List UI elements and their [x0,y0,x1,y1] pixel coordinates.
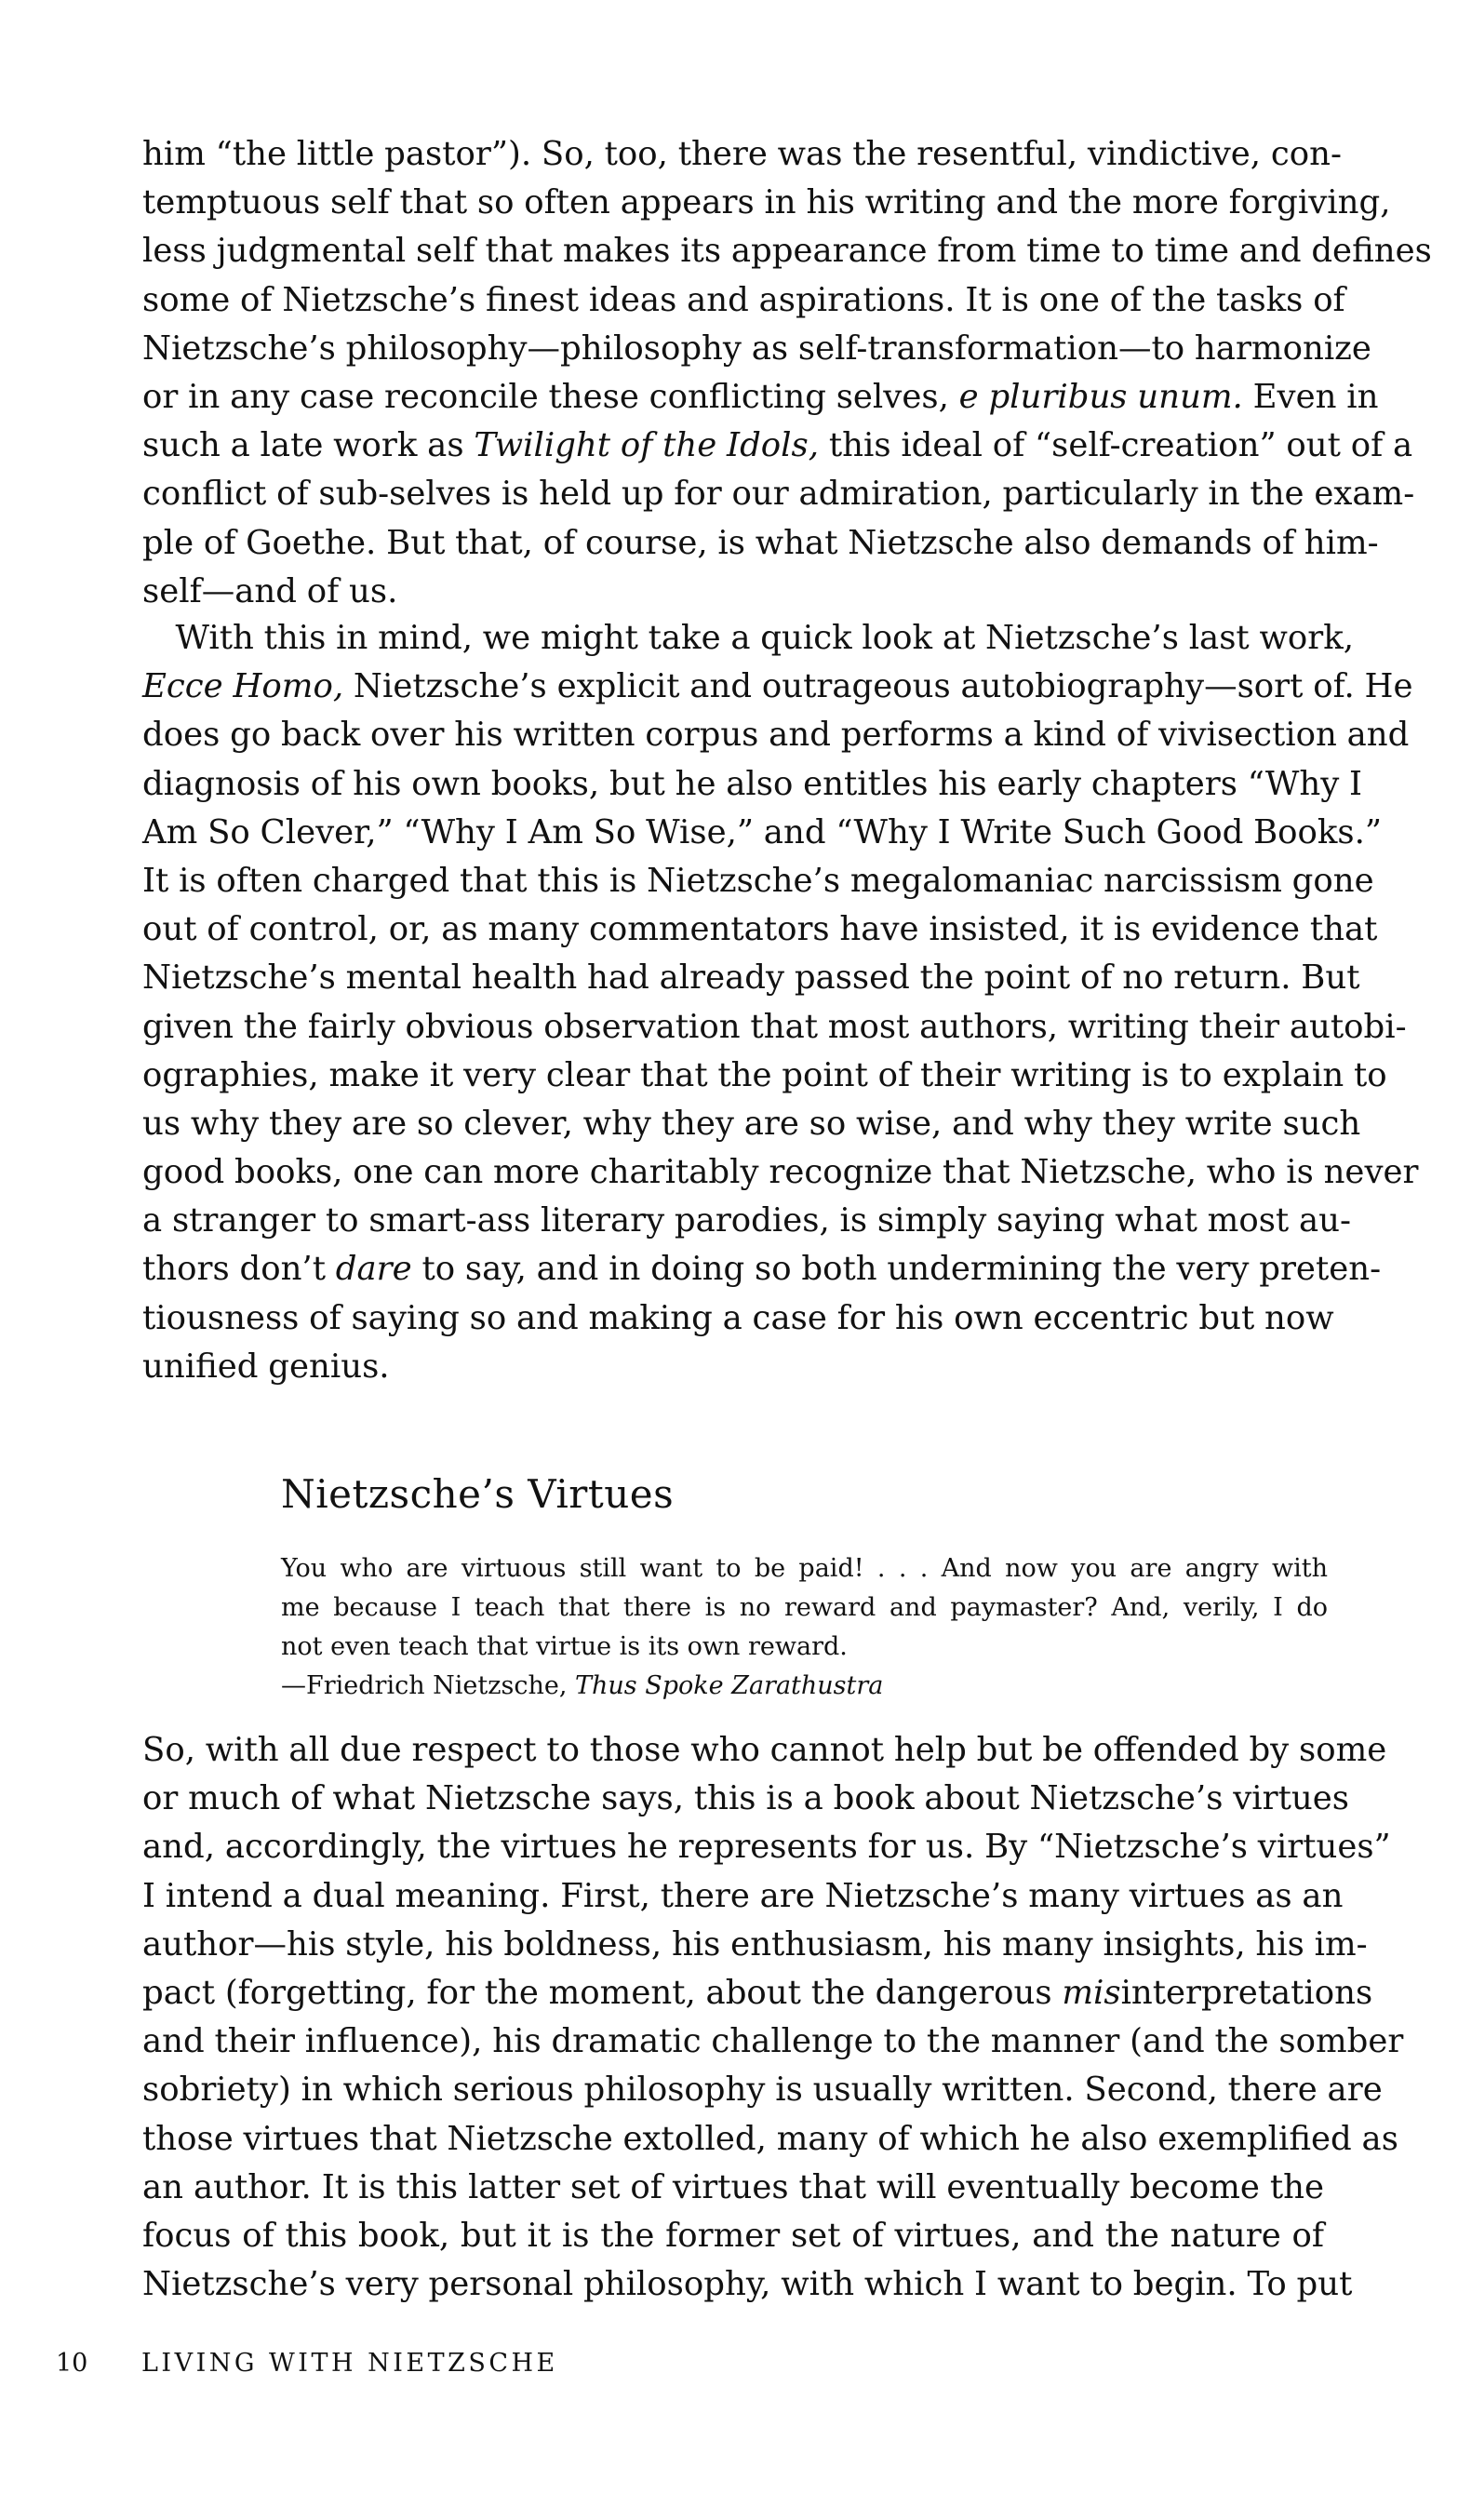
text-segment: out of control, or, as many commentators have insisted, it is evidence that [142,910,1378,949]
text-segment: ple of Goethe. But that, of course, is what Nietzsche also demands of him- [142,523,1379,562]
text-line [142,373,1379,422]
text-segment: tiousness of saying so and making a case for his own eccentric but now [142,1298,1334,1337]
text-line [142,2164,1324,2212]
text-line [142,227,1432,275]
text-segment: It is often charged that this is Nietzsche’s megalomaniac narcissism gone [142,861,1374,900]
paragraph-1 [142,130,1432,616]
text-line [142,905,1378,954]
text-line [142,422,1413,470]
text-segment: to say, and in doing so both undermining the very preten- [411,1250,1382,1289]
epigraph-quote [281,1549,1328,1667]
text-line [142,954,1360,1002]
italic-text: dare [335,1250,412,1289]
text-line [142,276,1345,325]
epigraph-line [281,1549,1328,1588]
text-segment: an author. It is this latter set of virtues that will eventually become the [142,2167,1324,2206]
text-segment: not even teach that virtue is its own reward. [281,1632,848,1661]
text-line [142,2260,1353,2309]
italic-text: Ecce Homo, [142,667,344,706]
epigraph-attribution: —Friedrich Nietzsche, Thus Spoke Zarathustra [281,1671,884,1700]
text-line [142,1726,1387,1775]
text-line [142,568,1324,616]
text-segment: a stranger to smart-ass literary parodies, is simply saying what most au- [142,1201,1352,1240]
section-heading: Nietzsche’s Virtues [281,1471,675,1517]
text-segment: self—and of us. [142,571,398,610]
text-line [142,325,1371,373]
epigraph-line [281,1588,1328,1628]
text-line [142,2115,1398,2164]
text-segment: sobriety) in which serious philosophy is usually written. Second, there are [142,2071,1383,2110]
text-segment: thors don’t [142,1250,336,1289]
italic-text: mis [1062,1973,1121,2012]
text-segment: focus of this book, but it is the former set of virtues, and the nature of [142,2216,1324,2255]
text-segment: or in any case reconcile these conflicting selves, [142,377,959,416]
text-segment: or much of what Nietzsche says, this is a book about Nietzsche’s virtues [142,1779,1349,1818]
text-segment: Nietzsche’s philosophy—philosophy as self-transformation—to harmonize [142,328,1371,368]
text-segment: So, with all due respect to those who cannot help but be offended by some [142,1731,1387,1769]
text-segment: and their influence), his dramatic challenge to the manner (and the somber [142,2022,1404,2061]
text-line [142,2212,1324,2260]
text-segment: temptuous self that so often appears in his writing and the more forgiving, [142,183,1391,222]
text-line [142,470,1415,518]
text-line [142,1003,1407,1052]
page-footer [56,2347,558,2380]
text-segment: unified genius. [142,1347,390,1386]
text-line [142,2066,1383,2114]
text-line [142,130,1342,179]
text-segment: diagnosis of his own books, but he also entitles his early chapters “Why I [142,764,1363,803]
text-line [142,1969,1373,2017]
text-line [142,1872,1344,1921]
text-segment: ographies, make it very clear that the point of their writing is to explain to [142,1055,1387,1094]
text-segment: such a late work as [142,426,475,465]
text-line [142,1294,1334,1343]
text-segment: some of Nietzsche’s finest ideas and aspirations. It is one of the tasks of [142,280,1345,319]
text-segment: and, accordingly, the virtues he represents for us. By “Nietzsche’s virtues” [142,1828,1391,1867]
text-line [142,1343,1324,1391]
text-segment: Nietzsche’s explicit and outrageous autobiography—sort of. He [343,667,1413,706]
text-line [142,2017,1404,2066]
text-line [142,711,1410,759]
text-line [142,1052,1387,1100]
text-segment: good books, one can more charitably recognize that Nietzsche, who is never [142,1153,1419,1192]
text-segment: given the fairly obvious observation that most authors, writing their autobi- [142,1007,1407,1046]
text-segment: does go back over his written corpus and performs a kind of vivisection and [142,716,1410,755]
italic-text: Twilight of the Idols, [474,426,820,465]
text-line [142,614,1355,663]
text-segment: this ideal of “self-creation” out of a [819,426,1413,465]
text-segment: author—his style, his boldness, his enthusiasm, his many insights, his im- [142,1924,1368,1964]
text-line [142,663,1413,711]
text-line [142,179,1391,227]
text-segment: With this in mind, we might take a quick look at Nietzsche’s last work, [142,619,1355,657]
text-line [142,1148,1419,1197]
text-line [142,1775,1349,1823]
text-segment: conflict of sub-selves is held up for our admiration, particularly in the exam- [142,475,1415,514]
text-line [142,1921,1368,1969]
paragraph-2 [142,614,1419,1391]
text-line [142,760,1363,809]
text-line [142,1823,1391,1871]
text-segment: less judgmental self that makes its appearance from time to time and defines [142,232,1432,271]
text-segment: Nietzsche’s very personal philosophy, with which I want to begin. To put [142,2265,1353,2304]
text-segment: interpretations [1120,1973,1373,2012]
paragraph-3 [142,1726,1404,2309]
text-segment: You who are virtuous still want to be paid! . . . And now you are angry with [281,1554,1328,1583]
text-segment: Even in [1242,377,1379,416]
italic-text: e pluribus unum. [958,377,1243,416]
text-line [142,1245,1382,1294]
epigraph-source-title: Thus Spoke Zarathustra [575,1671,884,1700]
epigraph [281,1549,1328,1706]
text-segment: him “the little pastor”). So, too, there was the resentful, vindictive, con- [142,135,1342,173]
running-head: LIVING WITH NIETZSCHE [141,2349,558,2378]
epigraph-line [281,1628,1328,1667]
text-segment: those virtues that Nietzsche extolled, many of which he also exemplified as [142,2119,1398,2158]
text-segment: me because I teach that there is no reward and paymaster? And, verily, I do [281,1593,1328,1622]
text-line [142,809,1383,857]
text-segment: us why they are so clever, why they are so wise, and why they write such [142,1104,1361,1143]
text-line [142,857,1374,905]
text-line [142,1100,1361,1148]
text-segment: Am So Clever,” “Why I Am So Wise,” and “Why I Write Such Good Books.” [142,812,1383,851]
text-segment: Nietzsche’s mental health had already passed the point of no return. But [142,958,1360,998]
page-number: 10 [56,2349,88,2378]
text-segment: pact (forgetting, for the moment, about the dangerous [142,1973,1063,2012]
text-segment: I intend a dual meaning. First, there are Nietzsche’s many virtues as an [142,1876,1344,1915]
text-line [142,1197,1352,1245]
text-line [142,519,1379,568]
